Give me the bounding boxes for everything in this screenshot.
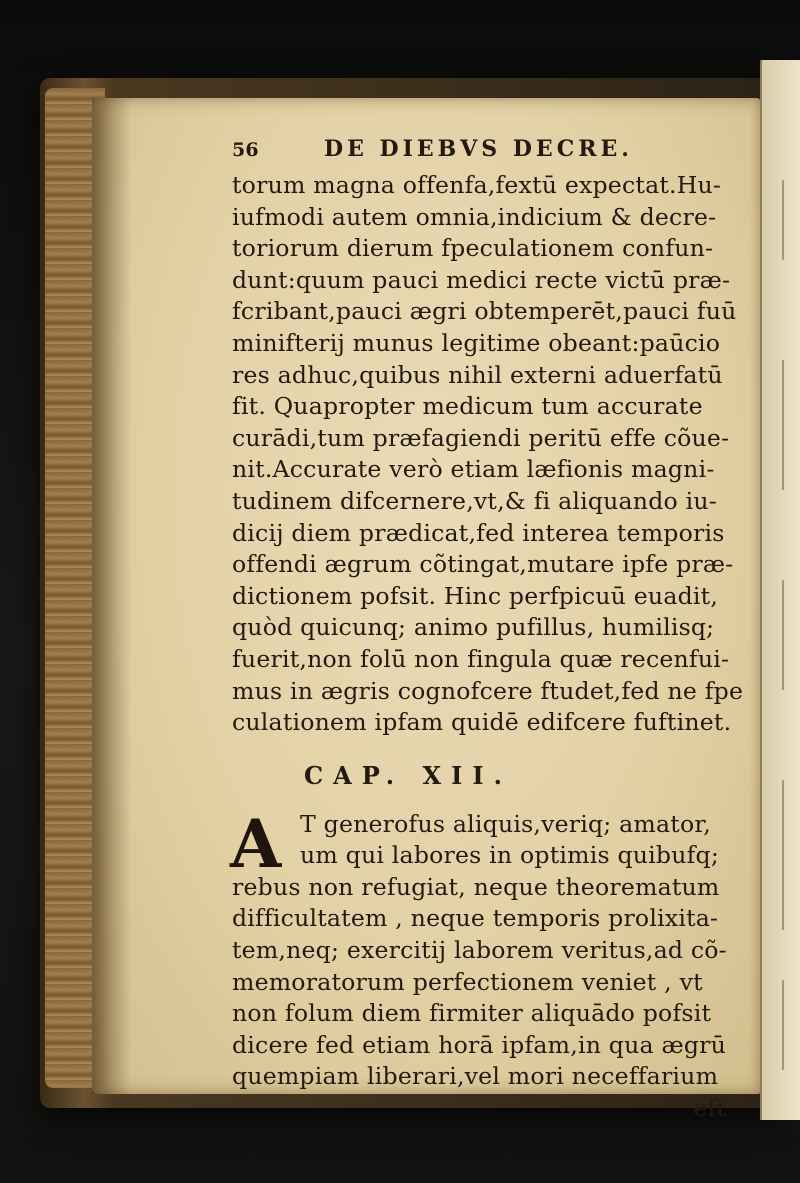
text-line: tudinem difcernere,vt,& fi aliquando iu- xyxy=(232,486,717,515)
chapter-heading: CAP. XII. xyxy=(304,760,512,790)
text-line: quòd quicunq; animo pufillus, humilisq; xyxy=(232,613,715,642)
text-line: dicij diem prædicat,fed interea temporis xyxy=(232,518,725,547)
chapter-opening xyxy=(230,804,750,883)
text-line: minifterij munus legitime obeant:paūcio xyxy=(232,328,721,357)
text-line: fit. Quapropter medicum tum accurate xyxy=(232,392,703,421)
facing-page-edge xyxy=(760,60,800,1120)
page-text xyxy=(232,134,750,1125)
text-line: culationem ipfam quidē edifcere fuftinet. xyxy=(232,708,732,737)
text-line: rebus non refugiat, neque theorematum xyxy=(232,872,720,901)
text-line: dictionem pofsit. Hinc perfpicuū euadit, xyxy=(232,581,719,610)
text-line: torum magna offenfa,fextū expectat.Hu- xyxy=(232,171,722,199)
text-line: nit.Accurate verò etiam læfionis magni- xyxy=(232,455,715,484)
text-line: difficultatem , neque temporis prolixita- xyxy=(232,904,719,933)
body-paragraph xyxy=(232,170,750,739)
text-line: fcribant,pauci ægri obtemperēt,pauci fuū xyxy=(232,297,737,326)
text-line: res adhuc,quibus nihil externi aduerfatū xyxy=(232,360,723,389)
text-line: quempiam liberari,vel mori neceffarium xyxy=(232,1062,719,1091)
text-line: tem,neq; exercitij laborem veritus,ad cõ- xyxy=(232,936,727,965)
text-line: iufmodi autem omnia,indicium & decre- xyxy=(232,202,717,231)
page-number: 56 xyxy=(232,139,259,161)
catchword: eft xyxy=(693,1094,726,1123)
drop-cap: A xyxy=(230,804,282,883)
text-line: offendi ægrum cõtingat,mutare ipfe præ- xyxy=(232,550,734,579)
text-line: toriorum dierum fpeculationem confun- xyxy=(232,234,714,263)
text-line: dunt:quum pauci medici recte victū præ- xyxy=(232,265,731,294)
body-paragraph xyxy=(232,872,750,1125)
page-header xyxy=(232,134,750,166)
text-line: dicere fed etiam horā ipfam,in qua ægrū xyxy=(232,1030,727,1059)
text-line: memoratorum perfectionem veniet , vt xyxy=(232,967,703,996)
text-line: fuerit,non folū non fingula quæ recenfui- xyxy=(232,644,730,673)
text-line: mus in ægris cognofcere ftudet,fed ne fpe xyxy=(232,676,744,705)
text-line: um qui labores in optimis quibufq; xyxy=(300,841,720,870)
text-line: curādi,tum præfagiendi peritū effe cõue- xyxy=(232,423,730,452)
text-line: T generofus aliquis,veriq; amator, xyxy=(300,809,711,838)
text-line: non folum diem firmiter aliquādo pofsit xyxy=(232,999,712,1028)
running-head: DE DIEBVS DECRE. xyxy=(324,136,633,162)
